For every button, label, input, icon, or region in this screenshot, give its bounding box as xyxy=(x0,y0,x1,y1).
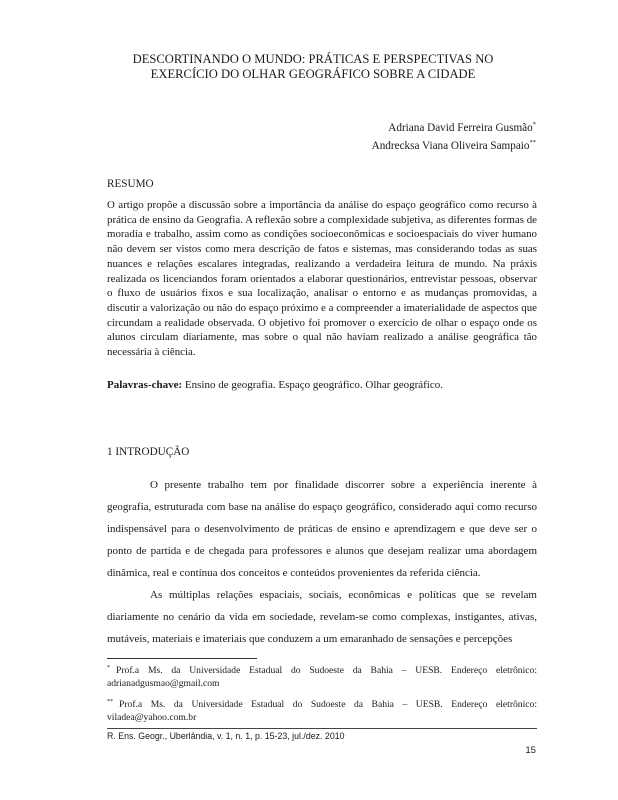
abstract-heading: RESUMO xyxy=(107,178,154,190)
footnote-divider xyxy=(107,658,257,659)
journal-reference: R. Ens. Geogr., Uberlândia, v. 1, n. 1, p. 15-23, jul./dez. 2010 xyxy=(107,731,345,741)
author xyxy=(372,118,536,136)
title-line: EXERCÍCIO DO OLHAR GEOGRÁFICO SOBRE A CIDADE xyxy=(150,67,476,81)
footnote-mark: * xyxy=(107,665,110,671)
article-title xyxy=(92,52,534,82)
author-footnote-mark: * xyxy=(532,121,536,128)
footnote-mark: ** xyxy=(107,699,113,705)
title-line: DESCORTINANDO O MUNDO: PRÁTICAS E PERSPECTIVAS NO xyxy=(132,52,494,66)
section-heading-introduction: 1 INTRODUÇÃO xyxy=(107,446,190,458)
footnote-text: Prof.a Ms. da Universidade Estadual do Sudoeste da Bahia – UESB. Endereço eletrônico: adrianadgusmao@gmail.com xyxy=(107,665,537,689)
footer-divider xyxy=(107,728,537,729)
body-paragraph: As múltiplas relações espaciais, sociais, econômicas e políticas que se revelam diariamente no cenário da vida em sociedade, revelam-se como complexas, instigantes, ativas, mutáveis, materiais e imateriais que conduzem a um emaranhado de sensações e percepções xyxy=(107,589,537,645)
page-number: 15 xyxy=(525,745,536,756)
introduction-body xyxy=(107,474,537,650)
keywords xyxy=(107,379,537,391)
footnote xyxy=(107,662,537,690)
keywords-text: Ensino de geografia. Espaço geográfico. Olhar geográfico. xyxy=(182,379,443,391)
keywords-label: Palavras-chave: xyxy=(107,379,183,391)
author xyxy=(372,136,536,154)
author-name: Andrecksa Viana Oliveira Sampaio xyxy=(371,139,530,152)
footnote-text: Prof.a Ms. da Universidade Estadual do Sudoeste da Bahia – UESB. Endereço eletrônico: viladea@yahoo.com.br xyxy=(107,699,537,723)
abstract-text: O artigo propõe a discussão sobre a importância da análise do espaço geográfico como recurso à prática de ensino da Geografia. A reflexão sobre a complexidade subjetiva, as diferentes formas de moradia e trabalho, assim como as condições socioeconômicas e socioespaciais do viver humano não devem ser vistos como mera descrição de fatos e sistemas, mas considerando todas as suas nuances e relações escalares integradas, realizando a verdadeira leitura de mundo. Na práxis realizada os licenciandos foram orientados a elaborar questionários, entrevistar pessoas, observar o fluxo de usuários fixos e sua localização, analisar o entorno e as mudanças promovidas, a discutir a valorização ou não do espaço próximo e a compreender a imaterialidade de aspectos que circundam a realidade observada. O objetivo foi promover o exercício de olhar o espaço onde os alunos circulam diariamente, mas sobre o qual não haviam realizado a análise geográfica tão necessária à ciência. xyxy=(107,199,537,359)
body-paragraph: O presente trabalho tem por finalidade discorrer sobre a experiência inerente à geografia, estruturada com base na análise do espaço geográfico, considerado aqui como recurso indispensável para o desenvolvimento de práticas de ensino e aprendizagem e que deve ser o ponto de partida e de chegada para professores e alunos que desejam realizar uma abordagem dinâmica, real e contínua dos conceitos e conteúdos provenientes da referida ciência. xyxy=(107,479,537,579)
author-list xyxy=(372,118,536,153)
footnote xyxy=(107,696,537,724)
author-name: Adriana David Ferreira Gusmão xyxy=(388,122,533,134)
author-footnote-mark: ** xyxy=(529,138,536,146)
